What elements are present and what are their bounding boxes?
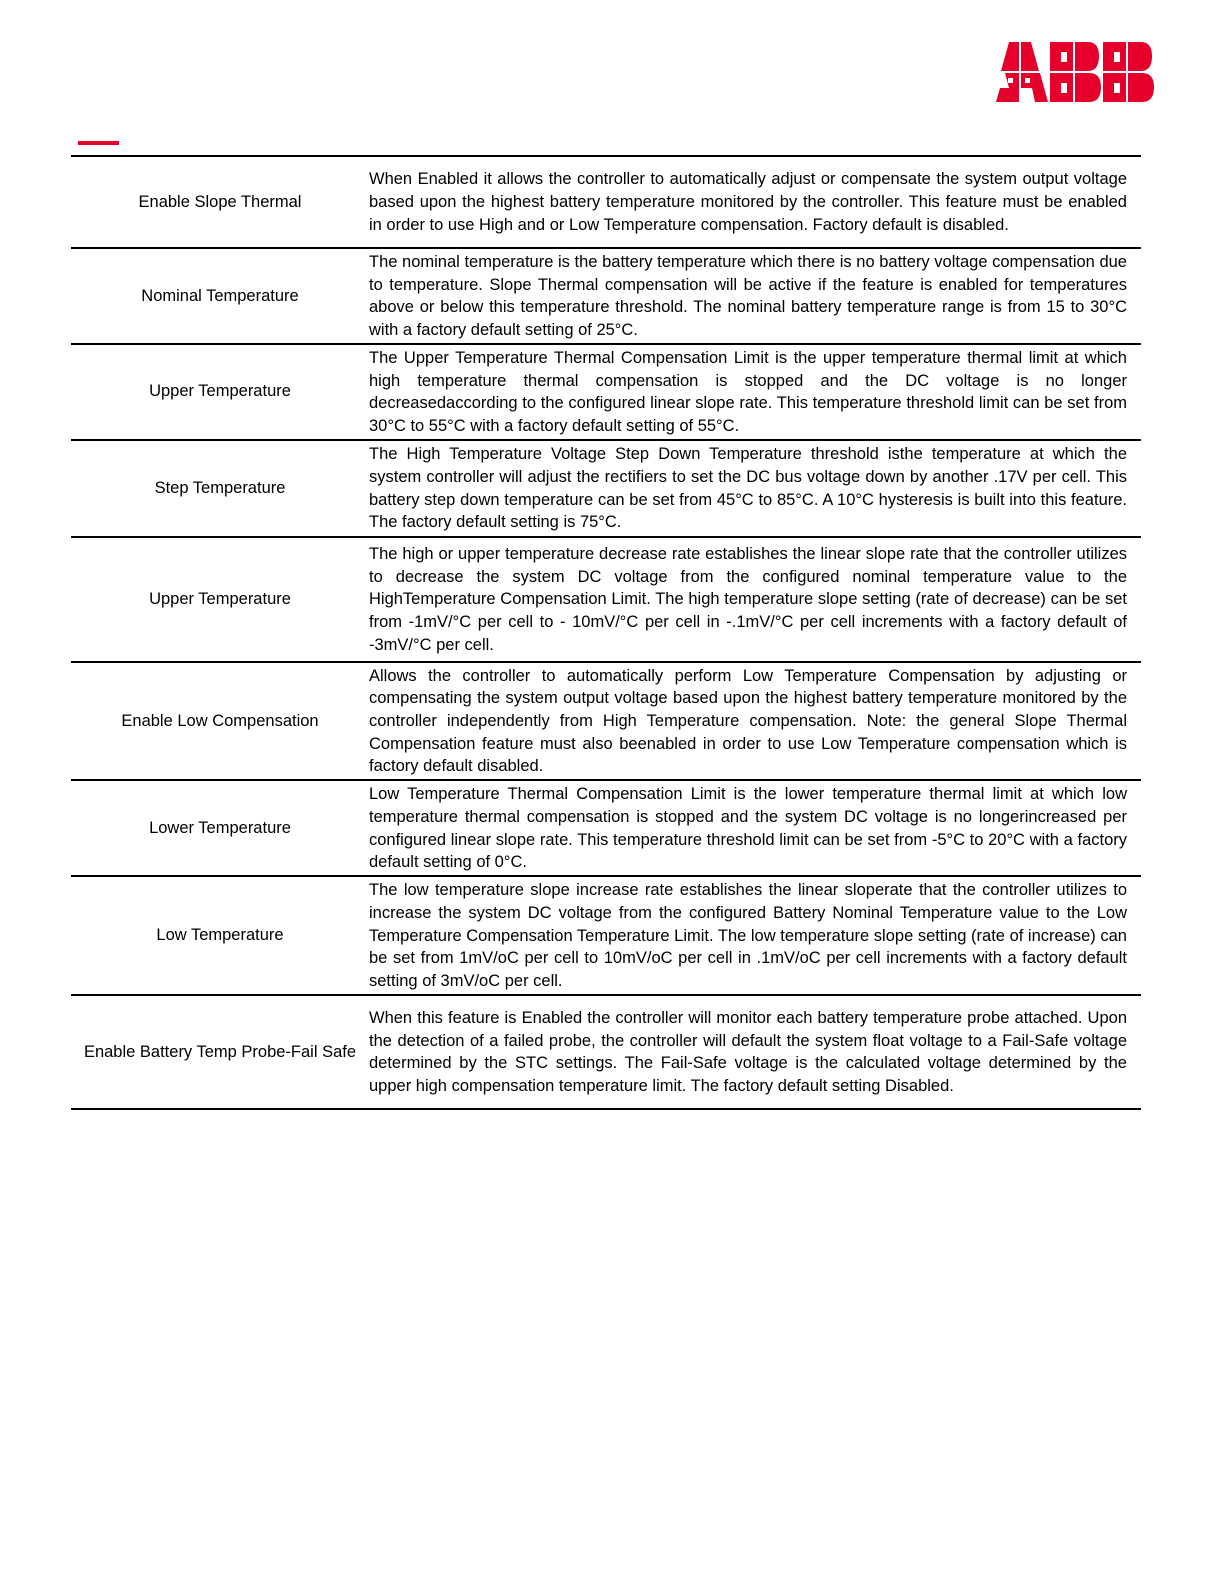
- row-label: Lower Temperature: [71, 780, 369, 876]
- row-description: When this feature is Enabled the controller will monitor each battery temperature probe attached. Upon the detection of a failed probe, the controller will default the system float voltage to a Fail-Safe voltage determined by the STC settings. The Fail-Safe voltage is the calculated voltage determined by the upper high compensation temperature limit. The factory default setting Disabled.: [369, 995, 1141, 1109]
- row-description: When Enabled it allows the controller to automatically adjust or compensate the system output voltage based upon the highest battery temperature monitored by the controller. This feature must be enabled in order to use High and or Low Temperature compensation. Factory default is disabled.: [369, 156, 1141, 248]
- row-description: Low Temperature Thermal Compensation Limit is the lower temperature thermal limit at which low temperature thermal compensation is stopped and the system DC voltage is no longerincreased per configured linear slope rate. This temperature threshold limit can be set from -5°C to 20°C with a factory default setting of 0°C.: [369, 780, 1141, 876]
- row-description: The High Temperature Voltage Step Down Temperature threshold isthe temperature at which the system controller will adjust the rectifiers to set the DC bus voltage down by another .17V per cell. This battery step down temperature can be set from 45°C to 85°C. A 10°C hysteresis is built into this feature. The factory default setting is 75°C.: [369, 440, 1141, 537]
- row-label: Enable Battery Temp Probe-Fail Safe: [71, 995, 369, 1109]
- row-description: Allows the controller to automatically perform Low Temperature Compensation by adjusting or compensating the system output voltage based upon the highest battery temperature monitored by the controller independently from High Temperature compensation. Note: the general Slope Thermal Compensation feature must also beenabled in order to use Low Temperature compensation which is factory default disabled.: [369, 662, 1141, 781]
- table-row: [71, 248, 1141, 344]
- row-description: The low temperature slope increase rate establishes the linear sloperate that the controller utilizes to increase the system DC voltage from the configured Battery Nominal Temperature value to the Low Temperature Compensation Temperature Limit. The low temperature slope setting (rate of increase) can be set from 1mV/oC per cell to 10mV/oC per cell in .1mV/oC per cell increments with a factory default setting of 3mV/oC per cell.: [369, 876, 1141, 995]
- row-label: Low Temperature: [71, 876, 369, 995]
- row-label: Enable Low Compensation: [71, 662, 369, 781]
- row-label: Step Temperature: [71, 440, 369, 537]
- abb-logo: [996, 42, 1154, 102]
- table-row: [71, 662, 1141, 781]
- table-row: [71, 156, 1141, 248]
- row-description: The high or upper temperature decrease rate establishes the linear slope rate that the controller utilizes to decrease the system DC voltage from the configured nominal temperature value to the HighTemperature Compensation Limit. The high temperature slope setting (rate of decrease) can be set from -1mV/°C per cell to - 10mV/°C per cell in -.1mV/°C per cell increments with a factory default of -3mV/°C per cell.: [369, 537, 1141, 662]
- row-label: Enable Slope Thermal: [71, 156, 369, 248]
- accent-bar: [78, 141, 119, 145]
- table-row: [71, 995, 1141, 1109]
- row-label: Upper Temperature: [71, 537, 369, 662]
- row-label: Nominal Temperature: [71, 248, 369, 344]
- row-label: Upper Temperature: [71, 344, 369, 440]
- table-row: [71, 780, 1141, 876]
- table-row: [71, 876, 1141, 995]
- table-row: [71, 537, 1141, 662]
- row-description: The nominal temperature is the battery temperature which there is no battery voltage compensation due to temperature. Slope Thermal compensation will be active if the feature is enabled for temperatures above or below this temperature threshold. The nominal battery temperature range is from 15 to 30°C with a factory default setting of 25°C.: [369, 248, 1141, 344]
- row-description: The Upper Temperature Thermal Compensation Limit is the upper temperature thermal limit at which high temperature thermal compensation is stopped and the DC voltage is no longer decreasedaccording to the configured linear slope rate. This temperature threshold limit can be set from 30°C to 55°C with a factory default setting of 55°C.: [369, 344, 1141, 440]
- table-row: [71, 344, 1141, 440]
- parameter-table: [71, 155, 1141, 1110]
- table-row: [71, 440, 1141, 537]
